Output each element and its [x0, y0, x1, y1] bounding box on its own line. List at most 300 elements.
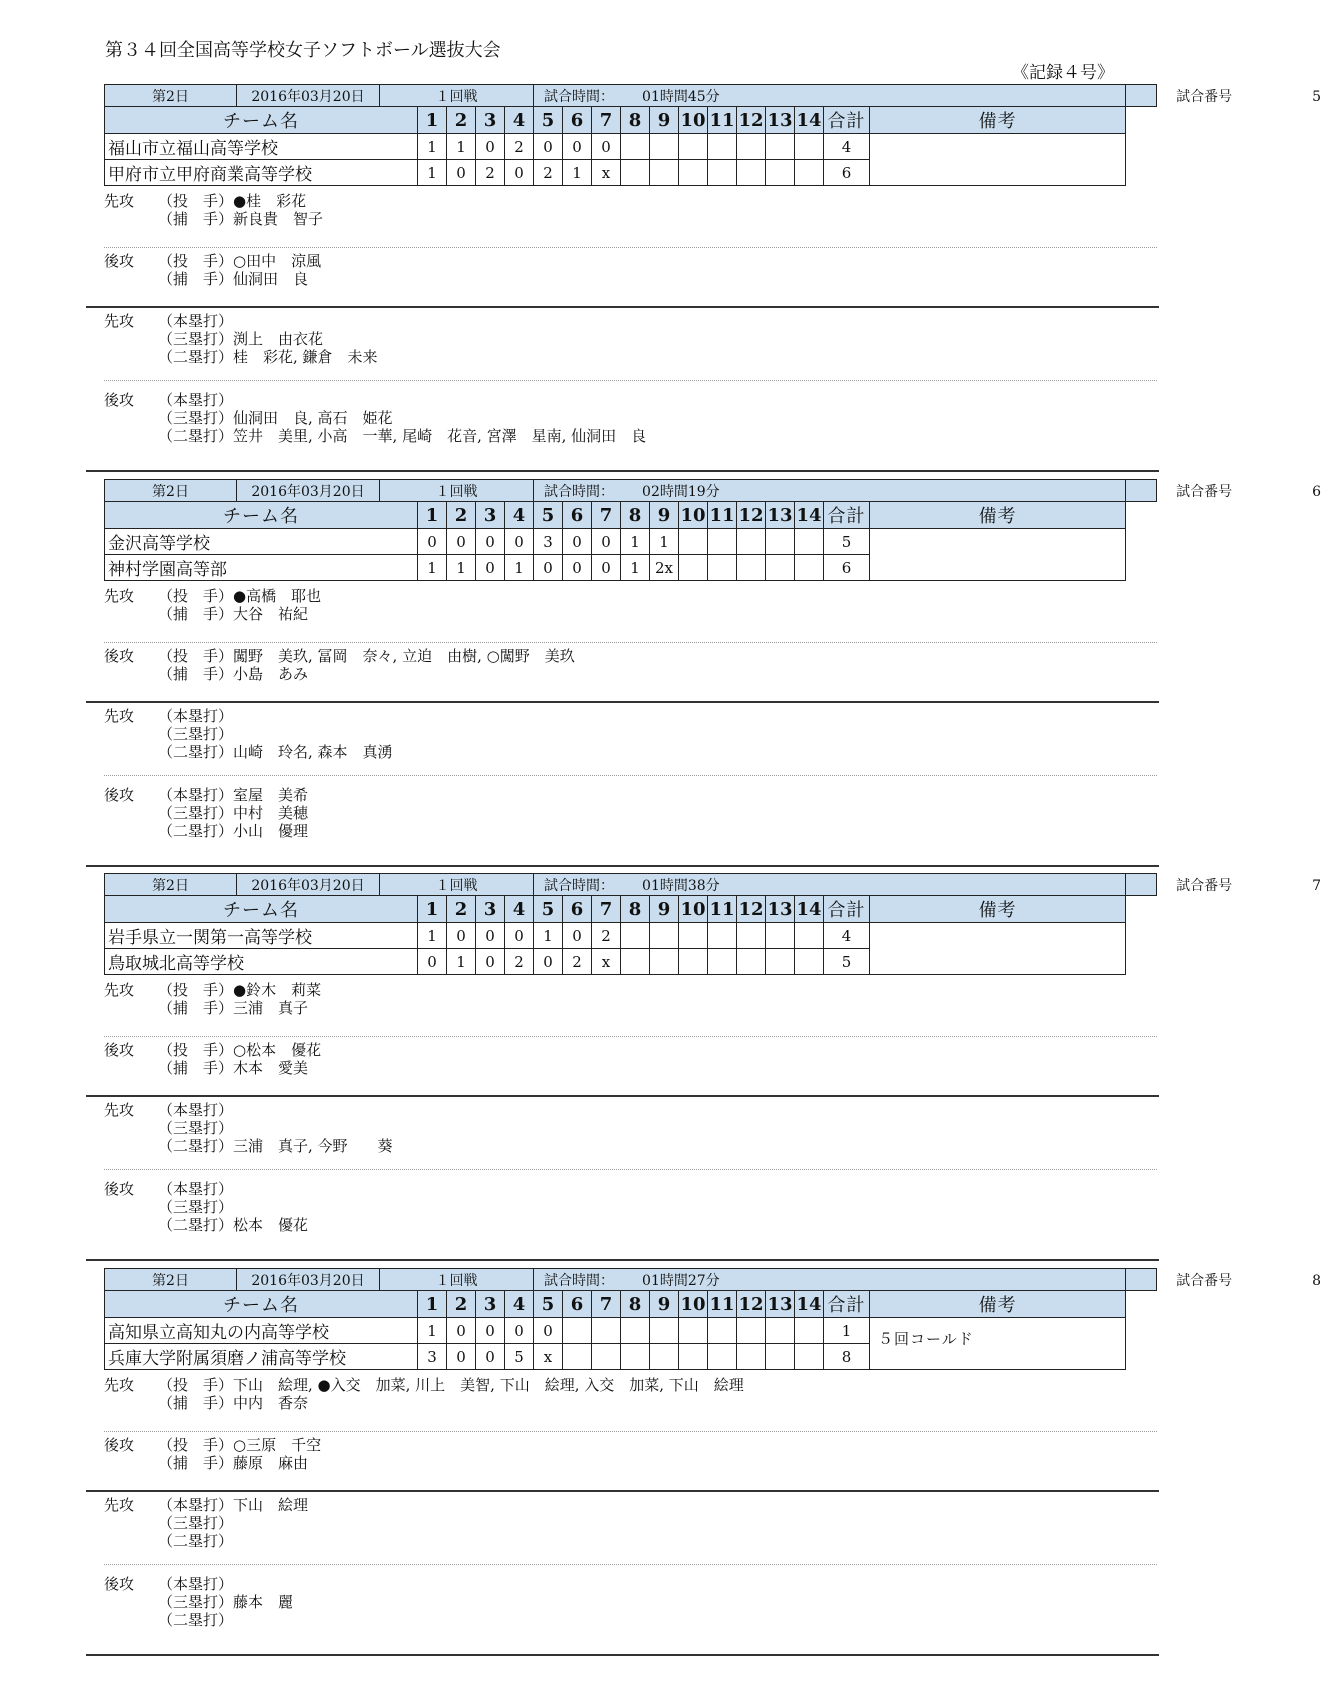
inning-score: 2	[476, 160, 505, 186]
game-divider	[86, 470, 1159, 472]
double-line	[158, 822, 308, 840]
inning-score	[708, 160, 737, 186]
game-block	[0, 479, 1321, 874]
inning-header: 9	[650, 107, 679, 134]
duration-label: 試合時間：	[544, 1272, 615, 1289]
double-line	[158, 1532, 233, 1550]
game-number-label: 試合番号	[1176, 877, 1233, 894]
top-label: 先攻	[104, 1496, 135, 1514]
dotted-divider	[104, 642, 1157, 643]
bottom-pitcher: ○三原 千空	[233, 1436, 322, 1454]
inning-header: 12	[737, 107, 766, 134]
total-column-header: 合計	[824, 107, 870, 134]
inning-score	[766, 1344, 795, 1370]
inning-score	[679, 949, 708, 975]
bottom-label: 後攻	[104, 786, 135, 804]
team-total: 6	[824, 555, 870, 581]
pitcher-label: （投 手）	[158, 587, 234, 605]
pitcher-label: （投 手）	[158, 1376, 234, 1394]
inning-score	[708, 555, 737, 581]
catcher-label: （捕 手）	[158, 605, 234, 623]
top-pitcher: ●桂 彩花	[233, 192, 307, 210]
inning-score: 0	[534, 949, 563, 975]
inning-header: 5	[534, 502, 563, 529]
triple-line	[158, 804, 308, 822]
inning-score	[621, 134, 650, 160]
triple-line	[158, 330, 323, 348]
team-name: 鳥取城北高等学校	[105, 949, 418, 975]
team-row	[105, 923, 1157, 949]
score-table	[104, 479, 1321, 581]
inning-header: 8	[621, 502, 650, 529]
section-divider	[86, 1490, 1159, 1492]
duration-value: 01時間27分	[642, 1272, 720, 1289]
team-row	[105, 134, 1157, 160]
inning-score	[737, 529, 766, 555]
team-total: 4	[824, 923, 870, 949]
home-run-line	[158, 1575, 233, 1593]
game-round: １回戦	[380, 480, 534, 502]
game-number-value: 7	[1312, 877, 1321, 894]
inning-header: 11	[708, 107, 737, 134]
triple-label: （三塁打）	[158, 1119, 234, 1137]
game-round: １回戦	[380, 85, 534, 107]
game-date: 2016年03月20日	[237, 480, 380, 502]
catcher-label: （捕 手）	[158, 999, 234, 1017]
home-run-line	[158, 786, 308, 804]
inning-score	[679, 923, 708, 949]
inning-header: 5	[534, 1291, 563, 1318]
inning-score: 0	[476, 949, 505, 975]
game-duration	[534, 85, 1126, 107]
remarks-column-header: 備考	[870, 107, 1126, 134]
bottom-label: 後攻	[104, 1041, 135, 1059]
inning-score: 3	[534, 529, 563, 555]
inning-score	[795, 1344, 824, 1370]
inning-header: 4	[505, 896, 534, 923]
double-line	[158, 1216, 308, 1234]
inning-header: 14	[795, 1291, 824, 1318]
inning-score: 0	[592, 555, 621, 581]
pitcher-label: （投 手）	[158, 192, 234, 210]
total-column-header: 合計	[824, 1291, 870, 1318]
inning-score	[621, 1318, 650, 1344]
section-divider	[86, 306, 1159, 308]
inning-header: 6	[563, 107, 592, 134]
home-run-label: （本塁打）	[158, 1575, 234, 1593]
pitcher-line	[158, 647, 575, 665]
inning-score: 1	[418, 134, 447, 160]
inning-score	[621, 1344, 650, 1370]
inning-score	[795, 923, 824, 949]
double-label: （二塁打）	[158, 1137, 234, 1155]
inning-header: 14	[795, 502, 824, 529]
team-row	[105, 1318, 1157, 1344]
team-total: 1	[824, 1318, 870, 1344]
inning-header: 6	[563, 1291, 592, 1318]
pitcher-label: （投 手）	[158, 1436, 234, 1454]
inning-score: 0	[447, 529, 476, 555]
inning-header: 2	[447, 502, 476, 529]
home-run-line	[158, 1496, 308, 1514]
catcher-line	[158, 665, 308, 683]
game-day: 第2日	[105, 85, 237, 107]
pitcher-line	[158, 192, 306, 210]
home-run-line	[158, 1180, 233, 1198]
inning-score	[737, 555, 766, 581]
remarks-cell: ５回コールド	[870, 1318, 1126, 1370]
game-day: 第2日	[105, 480, 237, 502]
inning-score	[708, 923, 737, 949]
bottom-catcher: 藤原 麻由	[233, 1454, 309, 1472]
inning-score: 0	[476, 1344, 505, 1370]
triple-line	[158, 1514, 233, 1532]
game-date: 2016年03月20日	[237, 85, 380, 107]
bottom-label: 後攻	[104, 391, 135, 409]
team-name: 岩手県立一関第一高等学校	[105, 923, 418, 949]
team-total: 5	[824, 949, 870, 975]
header-row	[105, 896, 1157, 923]
inning-header: 8	[621, 1291, 650, 1318]
pitcher-line	[158, 1436, 321, 1454]
inning-score: 0	[505, 1318, 534, 1344]
game-number-value: 6	[1312, 483, 1321, 500]
pitcher-label: （投 手）	[158, 252, 234, 270]
duration-label: 試合時間：	[544, 88, 615, 105]
team-total: 8	[824, 1344, 870, 1370]
bottom-pitcher: ○松本 優花	[233, 1041, 322, 1059]
inning-score: 2	[534, 160, 563, 186]
bottom-catcher: 仙洞田 良	[233, 270, 309, 288]
triple-label: （三塁打）	[158, 804, 234, 822]
top-pitcher: ●高橋 耶也	[233, 587, 322, 605]
inning-header: 13	[766, 896, 795, 923]
inning-header: 12	[737, 502, 766, 529]
team-name: 甲府市立甲府商業高等学校	[105, 160, 418, 186]
home-run-line	[158, 391, 233, 409]
double-label: （二塁打）	[158, 348, 234, 366]
inning-score: 5	[505, 1344, 534, 1370]
team-column-header: チーム名	[105, 1291, 418, 1318]
inning-score: 0	[418, 529, 447, 555]
remarks-column-header: 備考	[870, 502, 1126, 529]
bottom-pitcher: 闖野 美玖, 冨岡 奈々, 立迫 由樹, ○闖野 美玖	[233, 647, 575, 665]
team-row	[105, 529, 1157, 555]
game-number	[1126, 85, 1321, 107]
inning-header: 4	[505, 107, 534, 134]
pitcher-line	[158, 587, 321, 605]
section-divider	[86, 701, 1159, 703]
double-label: （二塁打）	[158, 1532, 234, 1550]
remarks-cell	[870, 134, 1126, 186]
inning-header: 14	[795, 896, 824, 923]
game-info-row	[105, 1269, 1157, 1291]
duration-label: 試合時間：	[544, 483, 615, 500]
inning-score	[795, 1318, 824, 1344]
game-duration	[534, 1269, 1126, 1291]
inning-score	[708, 1318, 737, 1344]
team-total: 5	[824, 529, 870, 555]
triple-line	[158, 409, 393, 427]
top-label: 先攻	[104, 1376, 135, 1394]
catcher-line	[158, 270, 308, 288]
inning-score	[766, 949, 795, 975]
inning-header: 9	[650, 1291, 679, 1318]
inning-header: 10	[679, 1291, 708, 1318]
catcher-line	[158, 605, 308, 623]
bottom-home-runs: 室屋 美希	[233, 786, 309, 804]
inning-header: 3	[476, 502, 505, 529]
inning-score: 0	[447, 160, 476, 186]
inning-score: 1	[621, 529, 650, 555]
inning-score: 0	[476, 1318, 505, 1344]
top-home-runs: 下山 絵理	[233, 1496, 309, 1514]
inning-score	[766, 134, 795, 160]
top-label: 先攻	[104, 192, 135, 210]
inning-score: 3	[418, 1344, 447, 1370]
inning-score: 0	[534, 134, 563, 160]
game-number	[1126, 480, 1321, 502]
remarks-cell	[870, 923, 1126, 975]
inning-score	[679, 1318, 708, 1344]
inning-score: 0	[563, 134, 592, 160]
game-day: 第2日	[105, 874, 237, 896]
team-name: 高知県立高知丸の内高等学校	[105, 1318, 418, 1344]
inning-score	[650, 949, 679, 975]
inning-score: 0	[476, 529, 505, 555]
inning-score	[563, 1318, 592, 1344]
bottom-catcher: 木本 愛美	[233, 1059, 309, 1077]
inning-score	[592, 1344, 621, 1370]
top-doubles: 三浦 真子, 今野 葵	[233, 1137, 393, 1155]
inning-header: 10	[679, 896, 708, 923]
triple-label: （三塁打）	[158, 1593, 234, 1611]
inning-score: 2	[505, 949, 534, 975]
game-info-row	[105, 874, 1157, 896]
header-row	[105, 107, 1157, 134]
double-label: （二塁打）	[158, 822, 234, 840]
team-name: 兵庫大学附属須磨ノ浦高等学校	[105, 1344, 418, 1370]
inning-score: 0	[476, 923, 505, 949]
catcher-label: （捕 手）	[158, 210, 234, 228]
inning-score	[737, 160, 766, 186]
bottom-pitcher: ○田中 涼風	[233, 252, 322, 270]
inning-header: 7	[592, 502, 621, 529]
game-date: 2016年03月20日	[237, 874, 380, 896]
header-row	[105, 502, 1157, 529]
inning-score	[795, 949, 824, 975]
home-run-label: （本塁打）	[158, 707, 234, 725]
bottom-label: 後攻	[104, 1575, 135, 1593]
score-table	[104, 1268, 1321, 1370]
inning-header: 14	[795, 107, 824, 134]
inning-header: 1	[418, 107, 447, 134]
team-total: 6	[824, 160, 870, 186]
inning-header: 1	[418, 502, 447, 529]
game-block	[0, 873, 1321, 1268]
inning-header: 4	[505, 1291, 534, 1318]
top-pitcher: ●鈴木 莉菜	[233, 981, 322, 999]
dotted-divider	[104, 247, 1157, 248]
inning-header: 5	[534, 896, 563, 923]
inning-score: 0	[534, 1318, 563, 1344]
inning-header: 9	[650, 896, 679, 923]
inning-score	[679, 134, 708, 160]
catcher-label: （捕 手）	[158, 1394, 234, 1412]
home-run-line	[158, 312, 233, 330]
triple-label: （三塁打）	[158, 725, 234, 743]
inning-score	[679, 529, 708, 555]
inning-score: x	[592, 160, 621, 186]
duration-label: 試合時間：	[544, 877, 615, 894]
game-number-value: 8	[1312, 1272, 1321, 1289]
bottom-triples: 仙洞田 良, 高石 姫花	[233, 409, 393, 427]
catcher-label: （捕 手）	[158, 1059, 234, 1077]
team-column-header: チーム名	[105, 502, 418, 529]
inning-score	[650, 1344, 679, 1370]
home-run-label: （本塁打）	[158, 1180, 234, 1198]
catcher-label: （捕 手）	[158, 1454, 234, 1472]
total-column-header: 合計	[824, 502, 870, 529]
total-column-header: 合計	[824, 896, 870, 923]
duration-value: 01時間45分	[642, 88, 720, 105]
inning-header: 11	[708, 502, 737, 529]
catcher-label: （捕 手）	[158, 270, 234, 288]
game-number-label: 試合番号	[1176, 88, 1233, 105]
dotted-divider	[104, 1036, 1157, 1037]
top-label: 先攻	[104, 312, 135, 330]
game-info-row	[105, 480, 1157, 502]
inning-score: 1	[505, 555, 534, 581]
record-number: 《記録４号》	[1012, 63, 1114, 83]
game-number-label: 試合番号	[1176, 1272, 1233, 1289]
inning-score	[650, 160, 679, 186]
dotted-divider	[104, 1431, 1157, 1432]
home-run-line	[158, 707, 233, 725]
bottom-doubles: 笠井 美里, 小高 一華, 尾崎 花音, 宮澤 星南, 仙洞田 良	[233, 427, 647, 445]
inning-header: 8	[621, 107, 650, 134]
inning-score	[766, 555, 795, 581]
game-number	[1126, 1269, 1321, 1291]
top-pitcher: 下山 絵理, ●入交 加菜, 川上 美智, 下山 絵理, 入交 加菜, 下山 絵理	[233, 1376, 744, 1394]
inning-header: 13	[766, 1291, 795, 1318]
double-line	[158, 427, 646, 445]
inning-score	[737, 923, 766, 949]
header-row	[105, 1291, 1157, 1318]
catcher-label: （捕 手）	[158, 665, 234, 683]
catcher-line	[158, 1394, 308, 1412]
inning-score: 1	[534, 923, 563, 949]
score-table	[104, 873, 1321, 975]
pitcher-label: （投 手）	[158, 981, 234, 999]
inning-score: 2	[592, 923, 621, 949]
team-name: 金沢高等学校	[105, 529, 418, 555]
inning-score	[737, 1318, 766, 1344]
pitcher-label: （投 手）	[158, 1041, 234, 1059]
inning-score	[795, 529, 824, 555]
inning-header: 8	[621, 896, 650, 923]
inning-score	[766, 923, 795, 949]
inning-score: 1	[447, 134, 476, 160]
catcher-line	[158, 210, 323, 228]
inning-header: 3	[476, 107, 505, 134]
top-label: 先攻	[104, 707, 135, 725]
inning-header: 10	[679, 502, 708, 529]
inning-score	[563, 1344, 592, 1370]
inning-score	[592, 1318, 621, 1344]
inning-score	[650, 134, 679, 160]
inning-score: 1	[563, 160, 592, 186]
inning-header: 12	[737, 1291, 766, 1318]
inning-header: 7	[592, 107, 621, 134]
inning-header: 13	[766, 107, 795, 134]
game-round: １回戦	[380, 874, 534, 896]
bottom-label: 後攻	[104, 647, 135, 665]
inning-score: 2	[563, 949, 592, 975]
inning-header: 4	[505, 502, 534, 529]
dotted-divider	[104, 1169, 1157, 1170]
inning-header: 7	[592, 896, 621, 923]
game-round: １回戦	[380, 1269, 534, 1291]
bottom-triples: 中村 美穂	[233, 804, 309, 822]
catcher-line	[158, 1059, 308, 1077]
game-divider	[86, 1654, 1159, 1656]
home-run-label: （本塁打）	[158, 312, 234, 330]
catcher-line	[158, 999, 308, 1017]
remarks-cell	[870, 529, 1126, 581]
remarks-column-header: 備考	[870, 896, 1126, 923]
triple-line	[158, 1119, 233, 1137]
double-line	[158, 348, 378, 366]
inning-score: 1	[418, 160, 447, 186]
dotted-divider	[104, 380, 1157, 381]
inning-score: 0	[563, 529, 592, 555]
inning-score: x	[534, 1344, 563, 1370]
document-title: 第３４回全国高等学校女子ソフトボール選抜大会	[105, 40, 501, 61]
inning-score	[737, 1344, 766, 1370]
dotted-divider	[104, 1564, 1157, 1565]
inning-score: 0	[563, 923, 592, 949]
inning-header: 5	[534, 107, 563, 134]
inning-score	[766, 1318, 795, 1344]
inning-score: 0	[563, 555, 592, 581]
bottom-label: 後攻	[104, 252, 135, 270]
inning-header: 13	[766, 502, 795, 529]
inning-score: 1	[418, 923, 447, 949]
game-day: 第2日	[105, 1269, 237, 1291]
bottom-doubles: 松本 優花	[233, 1216, 309, 1234]
home-run-label: （本塁打）	[158, 1496, 234, 1514]
inning-score: 1	[418, 1318, 447, 1344]
inning-header: 2	[447, 896, 476, 923]
double-label: （二塁打）	[158, 1611, 234, 1629]
top-label: 先攻	[104, 1101, 135, 1119]
inning-score	[708, 1344, 737, 1370]
inning-header: 2	[447, 1291, 476, 1318]
game-number-value: 5	[1312, 88, 1321, 105]
catcher-line	[158, 1454, 308, 1472]
team-column-header: チーム名	[105, 896, 418, 923]
inning-score	[766, 160, 795, 186]
inning-header: 12	[737, 896, 766, 923]
triple-line	[158, 1593, 293, 1611]
bottom-label: 後攻	[104, 1180, 135, 1198]
triple-line	[158, 725, 233, 743]
inning-header: 6	[563, 896, 592, 923]
game-date: 2016年03月20日	[237, 1269, 380, 1291]
inning-score: 0	[592, 134, 621, 160]
inning-score: 1	[447, 949, 476, 975]
